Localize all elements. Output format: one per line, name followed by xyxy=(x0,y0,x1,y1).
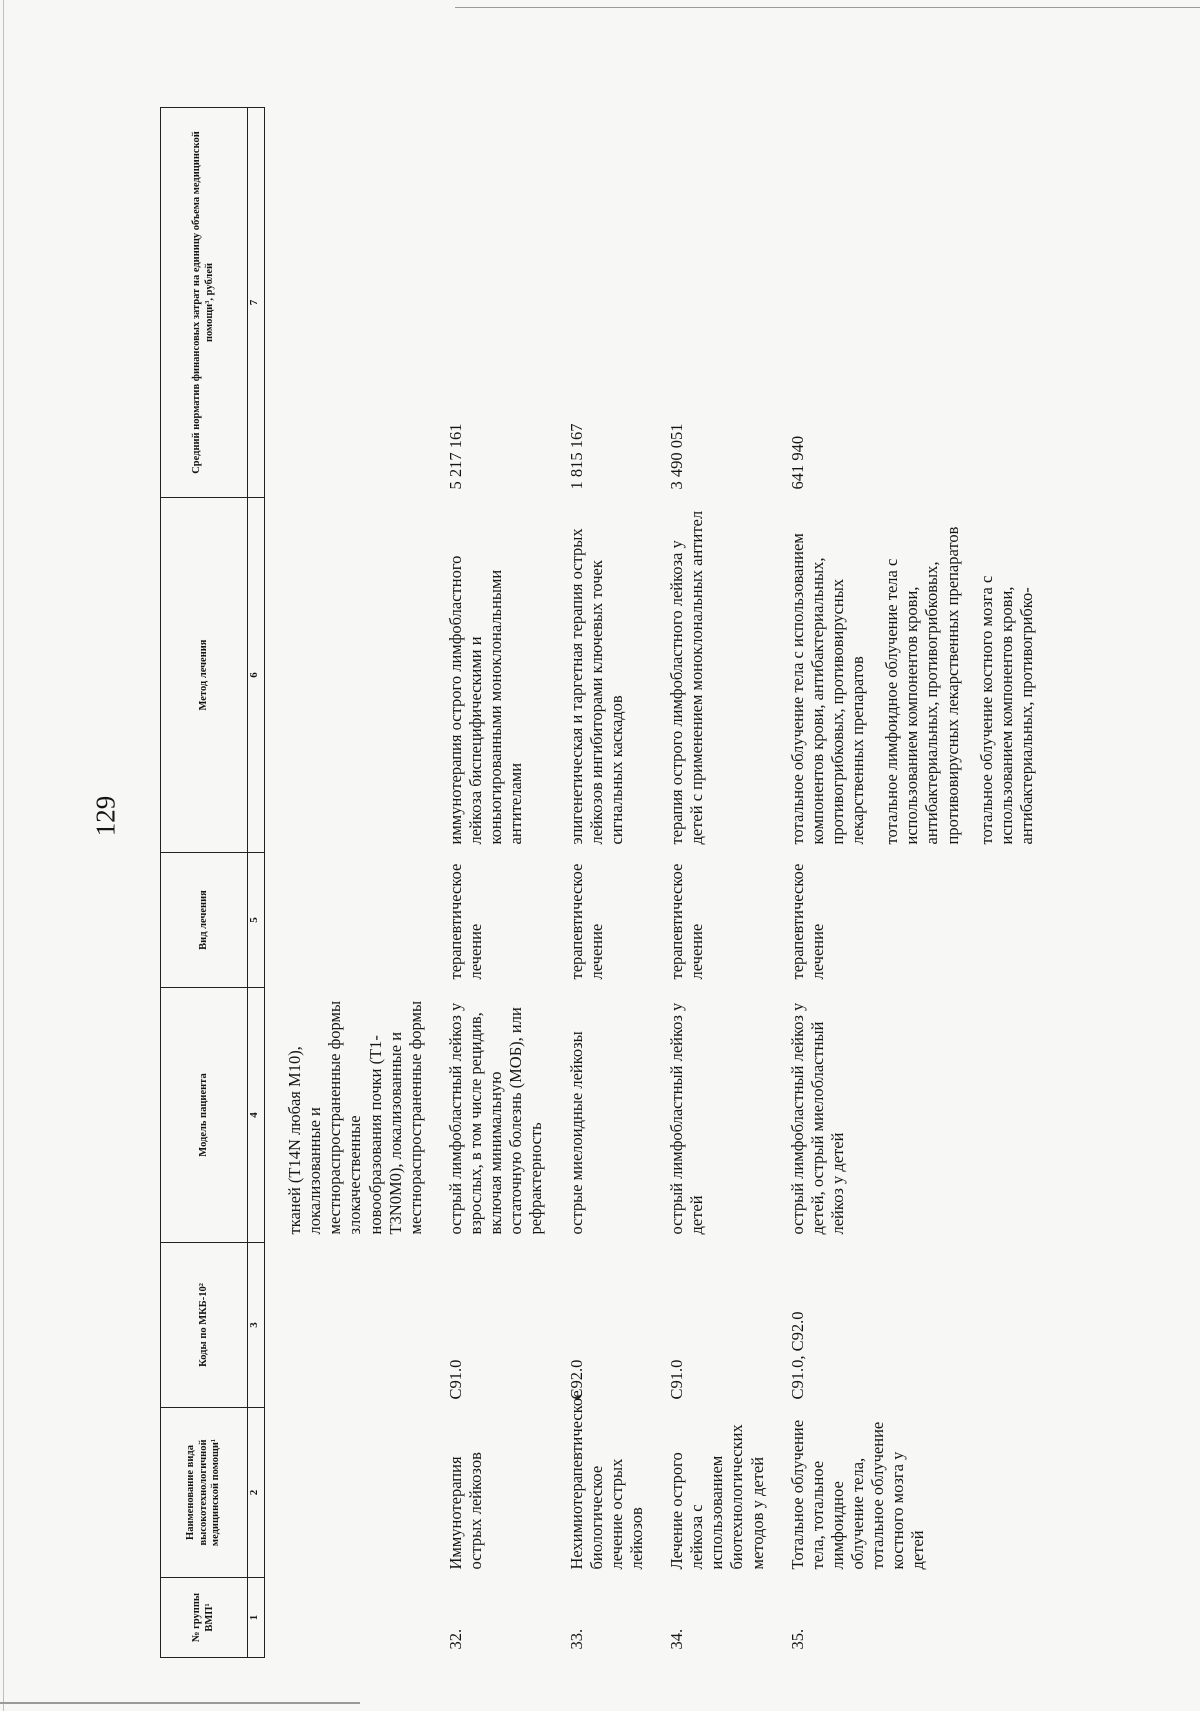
patient-model: острые миелоидные лейкозы xyxy=(566,1031,586,1235)
vmp-table xyxy=(160,107,1037,1658)
treatment-type: терапевтическое лечение xyxy=(445,863,485,980)
cost-value: 5 217 161 xyxy=(445,423,465,490)
cost-value: 1 815 167 xyxy=(566,423,586,490)
treatment-type: терапевтическое лечение xyxy=(667,863,707,980)
treatment-methods xyxy=(667,498,768,853)
scan-edge-bottom xyxy=(0,1702,360,1704)
header-group-number: № группы ВМП¹ xyxy=(161,1578,248,1658)
column-number: 4 xyxy=(248,988,265,1243)
group-number: 35. xyxy=(787,1628,807,1650)
header-cost-standard: Средний норматив финансовых затрат на единицу объема медицинской помощи³, рублей xyxy=(161,108,248,498)
treatment-type: терапевтическое лечение xyxy=(787,863,827,980)
group-number: 34. xyxy=(667,1628,686,1650)
icd-codes: C92.0 xyxy=(566,1359,586,1400)
icd-codes: C91.0 xyxy=(445,1359,465,1400)
patient-model: острый лимфобластный лейкоз у детей, острый миелобластный лейкоз у детей xyxy=(787,1002,847,1235)
vmp-name: Тотальное облучение тела, тотальное лимфоидное облучение тела, тотальное облучение костного мозга у детей xyxy=(787,1419,928,1570)
column-number: 3 xyxy=(248,1243,265,1408)
header-patient-model: Модель пациента xyxy=(161,988,248,1243)
column-number: 5 xyxy=(248,853,265,988)
treatment-method: эпигенетическая и таргетная терапия острых лейкозов ингибиторами ключевых точек сигнальных каскадов xyxy=(566,528,626,845)
table-row xyxy=(446,108,547,1658)
treatment-method: иммунотерапия острого лимфобластного лейкоза биспецифическими и коньюгированными моноклональными антителами xyxy=(445,555,526,845)
vmp-name: Иммунотерапия острых лейкозов xyxy=(445,1452,485,1570)
patient-model: острый лимфобластный лейкоз у детей xyxy=(667,1002,707,1235)
header-treatment-type: Вид лечения xyxy=(161,853,248,988)
column-number: 1 xyxy=(248,1578,265,1658)
page-number: 129 xyxy=(90,795,121,837)
rotated-page-content xyxy=(160,108,1060,1658)
table-row xyxy=(667,108,768,1658)
continued-patient-model: тканей (T14N любая M10), локализованные и местнораспространенные формы злокачественные новообразования почки (T1-T3N0M0), локализованные и местнораспространенные формы xyxy=(285,1000,425,1235)
cost-value: 641 940 xyxy=(787,435,807,490)
group-number: 32. xyxy=(445,1628,465,1650)
treatment-methods xyxy=(788,498,1037,853)
treatment-method: тотальное облучение тела с использованием компонентов крови, антибактериальных, противогрибковых, противовирусных лекарственных препаратов xyxy=(787,533,867,845)
header-vmp-name: Наименование вида высокотехнологичной медицинской помощи¹ xyxy=(161,1408,248,1578)
vmp-name: Лечение острого лейкоза с использованием биотехнологических методов у детей xyxy=(667,1424,767,1570)
scan-edge-left xyxy=(3,0,4,1711)
treatment-method: тотальное облучение костного мозга с использованием компонентов крови, антибактериальных, противогрибко- xyxy=(976,575,1036,845)
group-number: 33. xyxy=(566,1628,586,1650)
treatment-type: терапевтическое лечение xyxy=(566,863,606,980)
header-icd-codes: Коды по МКБ-10² xyxy=(161,1243,248,1408)
treatment-method: терапия острого лимфобластного лейкоза у детей с применением моноклональных антител xyxy=(667,510,707,845)
scan-edge-top xyxy=(455,7,1200,8)
vmp-name: Нехимиотерапевтическое биологическое лечение острых лейкозов xyxy=(566,1390,646,1570)
table-row xyxy=(788,108,1037,1658)
icd-codes: C91.0 xyxy=(667,1359,686,1400)
column-number: 6 xyxy=(248,498,265,853)
header-treatment-method: Метод лечения xyxy=(161,498,248,853)
column-number: 7 xyxy=(248,108,265,498)
treatment-methods xyxy=(446,498,547,853)
table-row xyxy=(567,108,648,1658)
treatment-methods xyxy=(567,498,648,853)
patient-model: острый лимфобластный лейкоз у взрослых, в том числе рецидив, включая минимальную остаточную болезнь (МОБ), или рефрактерность xyxy=(445,1002,546,1235)
table-row-continuation xyxy=(285,108,426,1658)
treatment-method: тотальное лимфоидное облучение тела с использованием компонентов крови, антибактериальных, противогрибковых, противовирусных лекарственных препаратов xyxy=(882,526,962,845)
cost-value: 3 490 051 xyxy=(667,423,686,490)
column-number: 2 xyxy=(248,1408,265,1578)
icd-codes: C91.0, C92.0 xyxy=(787,1311,807,1400)
